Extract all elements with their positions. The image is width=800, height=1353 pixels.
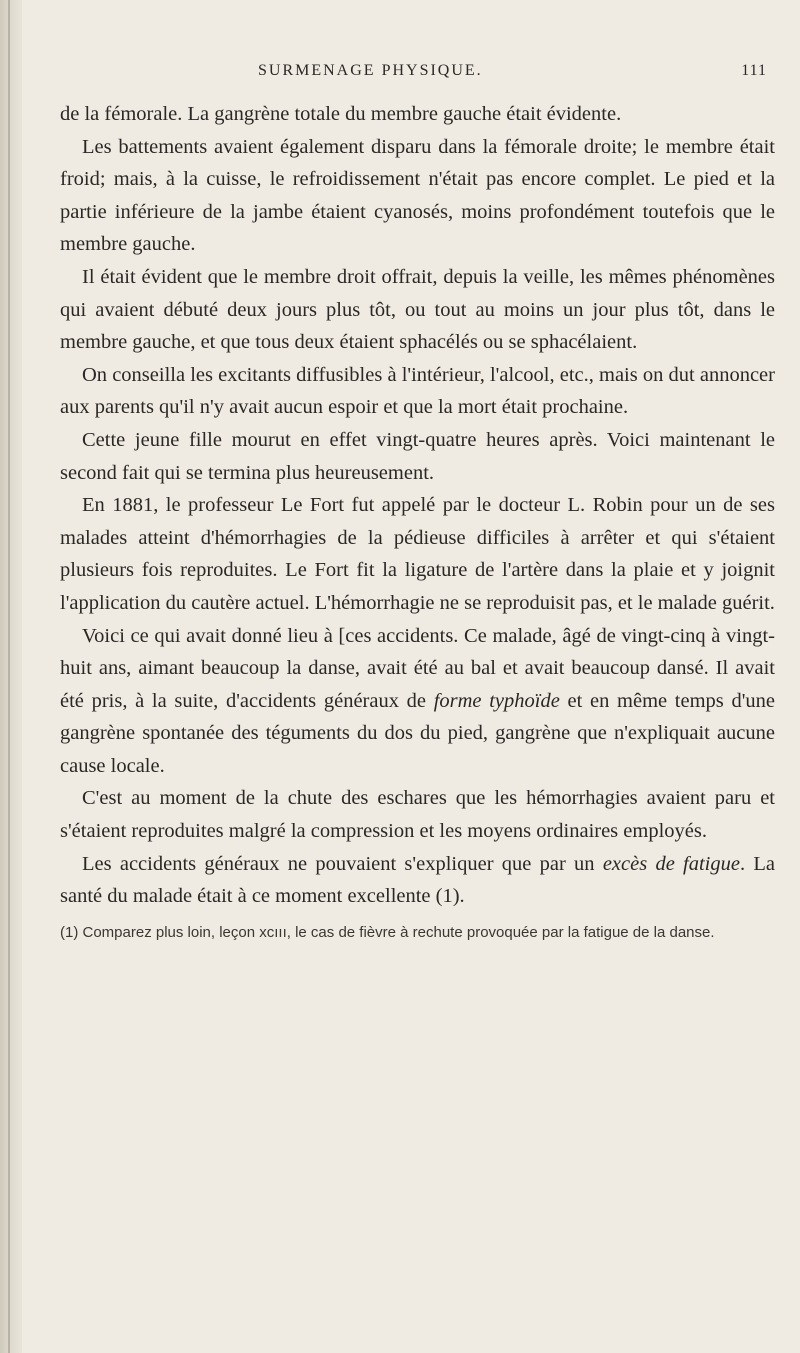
paragraph-9-text-after: . La santé du malade était à ce moment excellente (1). (60, 852, 775, 908)
paragraph-1: de la fémorale. La gangrène totale du membre gauche était évidente. (60, 103, 622, 125)
paragraph-3: Il était évident que le membre droit offrait, depuis la veille, les mêmes phénomènes qui avaient débuté deux jours plus tôt, ou tout au moins un jour plus tôt, dans le membre gauche, et que tous deux étaient sphacélés ou se sphacélaient. (60, 265, 775, 354)
book-spine-shadow (0, 0, 22, 1353)
body-text (60, 98, 775, 913)
paragraph-4: On conseilla les excitants diffusibles à l'intérieur, l'alcool, etc., mais on dut annoncer aux parents qu'il n'y avait aucun espoir et que la mort était prochaine. (60, 363, 775, 419)
paragraph-7-text-after: et en même temps d'une gangrène spontanée des téguments du dos du pied, gangrène que n'expliquait aucune cause locale. (60, 689, 775, 777)
spine-edge (8, 0, 10, 1353)
paragraph-6: En 1881, le professeur Le Fort fut appelé par le docteur L. Robin pour un de ses malades atteint d'hémorrhagies de la pédieuse difficiles à arrêter et qui s'étaient plusieurs fois reproduites. Le Fort fit la ligature de l'artère dans la plaie et y joignit l'application du cautère actuel. L'hémorrhagie ne se reproduisit pas, et le malade guérit. (60, 494, 775, 614)
paragraph-8: C'est au moment de la chute des eschares que les hémorrhagies avaient paru et s'étaient reproduites malgré la compression et les moyens ordinaires employés. (60, 787, 775, 843)
page-number: 111 (741, 62, 767, 79)
paragraph-7 (60, 620, 775, 783)
footnote: (1) Comparez plus loin, leçon xcııı, le cas de fièvre à rechute provoquée par la fatigue de la danse. (60, 923, 715, 941)
paragraph-7-text-before: Voici ce qui avait donné lieu à [ces accidents. Ce malade, âgé de vingt-cinq à vingt-huit ans, aimant beaucoup la danse, avait été au bal et avait beaucoup dansé. Il avait été pris, à la suite, d'accidents généraux de (60, 624, 775, 712)
paragraph-9-text-before: Les accidents généraux ne pouvaient s'expliquer que par un (82, 852, 603, 875)
paragraph-9-italic: excès de fatigue (602, 852, 740, 875)
book-page (60, 62, 775, 942)
paragraph-9 (60, 848, 775, 913)
paragraph-2: Les battements avaient également disparu dans la fémorale droite; le membre était froid; mais, à la cuisse, le refroidissement n'était pas encore complet. Le pied et la partie inférieure de la jambe étaient cyanosés, moins profondément toutefois que le membre gauche. (60, 135, 775, 256)
running-title: SURMENAGE PHYSIQUE. (258, 62, 483, 79)
page-header (60, 62, 775, 98)
paragraph-7-italic: forme typhoïde (433, 689, 560, 712)
paragraph-5: Cette jeune fille mourut en effet vingt-quatre heures après. Voici maintenant le second fait qui se termina plus heureusement. (60, 428, 775, 484)
